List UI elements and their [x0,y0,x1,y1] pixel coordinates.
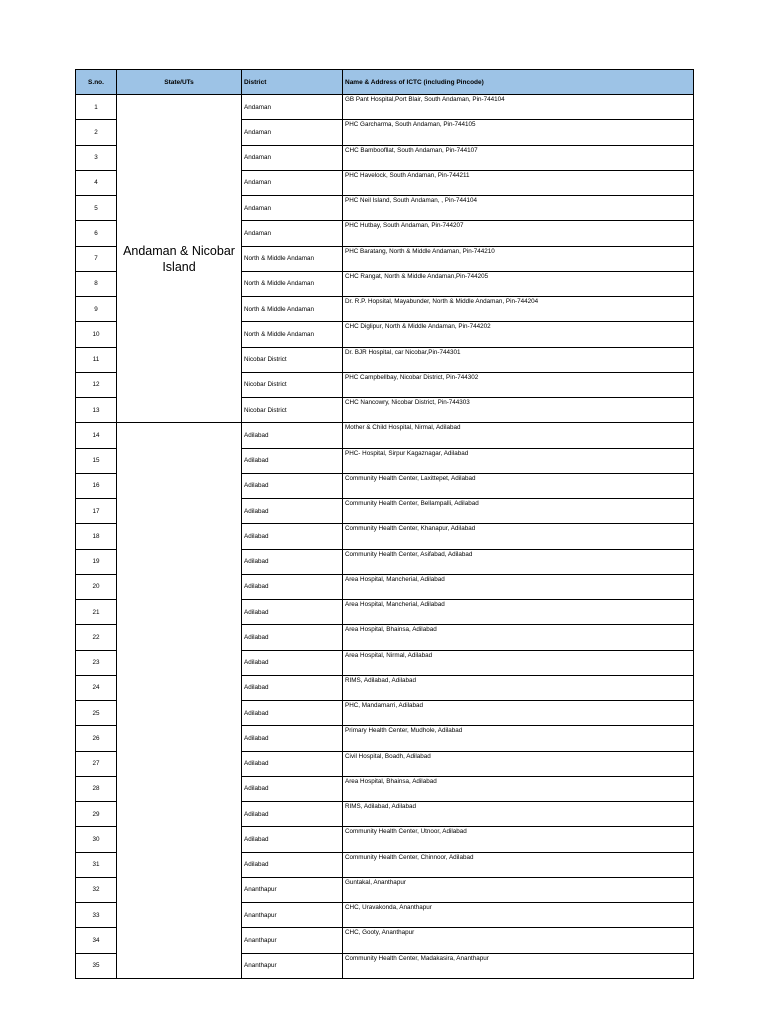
row-district: Adilabad [242,549,343,574]
row-address: Community Health Center, Madakasira, Ananthapur [343,953,694,978]
row-district: Adilabad [242,802,343,827]
row-address: Area Hospital, Bhainsa, Adilabad [343,776,694,801]
row-address: PHC Neil Island, South Andaman, , Pin-744104 [343,196,694,221]
row-district: Adilabad [242,600,343,625]
header-address: Name & Address of ICTC (including Pincode) [343,70,694,95]
row-sno: 28 [76,776,117,801]
row-sno: 5 [76,196,117,221]
row-sno: 31 [76,852,117,877]
row-sno: 16 [76,473,117,498]
row-sno: 12 [76,372,117,397]
state-cell: Andaman & Nicobar Island [117,95,242,423]
row-address: PHC Garcharma, South Andaman, Pin-744105 [343,120,694,145]
row-district: North & Middle Andaman [242,246,343,271]
row-district: Andaman [242,120,343,145]
row-sno: 23 [76,650,117,675]
row-district: Nicobar District [242,398,343,423]
row-address: Community Health Center, Khanapur, Adilabad [343,524,694,549]
row-address: PHC, Mandamarri, Adilabad [343,701,694,726]
row-address: PHC Baratang, North & Middle Andaman, Pin-744210 [343,246,694,271]
row-sno: 34 [76,928,117,953]
row-sno: 20 [76,574,117,599]
row-district: Andaman [242,95,343,120]
row-district: Adilabad [242,499,343,524]
row-address: Area Hospital, Mancherial, Adilabad [343,574,694,599]
table-row [76,423,694,448]
table-body [76,95,694,979]
row-district: Adilabad [242,574,343,599]
row-sno: 30 [76,827,117,852]
row-sno: 26 [76,726,117,751]
row-sno: 21 [76,600,117,625]
row-address: Community Health Center, Bellampalli, Adilabad [343,499,694,524]
row-district: Adilabad [242,524,343,549]
row-address: Mother & Child Hospital, Nirmal, Adilabad [343,423,694,448]
row-sno: 22 [76,625,117,650]
row-district: Ananthapur [242,953,343,978]
row-district: Ananthapur [242,903,343,928]
header-row [76,70,694,95]
row-sno: 14 [76,423,117,448]
row-sno: 35 [76,953,117,978]
table-row [76,95,694,120]
row-sno: 11 [76,347,117,372]
row-address: CHC Bamboofllat, South Andaman, Pin-744107 [343,145,694,170]
row-district: Andaman [242,196,343,221]
row-sno: 29 [76,802,117,827]
row-address: Area Hospital, Mancherial, Adilabad [343,600,694,625]
header-district: District [242,70,343,95]
row-district: Adilabad [242,827,343,852]
row-district: Andaman [242,221,343,246]
row-sno: 10 [76,322,117,347]
row-district: North & Middle Andaman [242,322,343,347]
row-address: PHC Hutbay, South Andaman, Pin-744207 [343,221,694,246]
row-sno: 17 [76,499,117,524]
row-address: CHC, Gooty, Ananthapur [343,928,694,953]
row-district: Nicobar District [242,347,343,372]
row-sno: 13 [76,398,117,423]
row-district: Adilabad [242,852,343,877]
row-address: GB Pant Hospital,Port Blair, South Andaman, Pin-744104 [343,95,694,120]
row-district: Nicobar District [242,372,343,397]
ictc-table [75,69,694,979]
state-cell [117,423,242,979]
row-sno: 9 [76,297,117,322]
row-sno: 32 [76,877,117,902]
row-address: CHC Diglipur, North & Middle Andaman, Pin-744202 [343,322,694,347]
row-district: Adilabad [242,625,343,650]
row-address: Guntakal, Ananthapur [343,877,694,902]
row-address: Community Health Center, Laxittepet, Adilabad [343,473,694,498]
row-address: Community Health Center, Asifabad, Adilabad [343,549,694,574]
row-address: Dr. BJR Hospital, car Nicobar,Pin-744301 [343,347,694,372]
row-district: Adilabad [242,726,343,751]
row-sno: 15 [76,448,117,473]
row-sno: 27 [76,751,117,776]
row-district: Ananthapur [242,877,343,902]
row-district: Adilabad [242,650,343,675]
row-address: CHC, Uravakonda, Ananthapur [343,903,694,928]
row-district: Adilabad [242,473,343,498]
row-sno: 8 [76,271,117,296]
row-district: Ananthapur [242,928,343,953]
row-address: PHC Havelock, South Andaman, Pin-744211 [343,170,694,195]
row-district: Adilabad [242,675,343,700]
row-sno: 19 [76,549,117,574]
row-address: Area Hospital, Nirmal, Adilabad [343,650,694,675]
row-sno: 25 [76,701,117,726]
row-address: PHC- Hospital, Sirpur Kagaznagar, Adilabad [343,448,694,473]
row-address: CHC Nancowry, Nicobar District, Pin-744303 [343,398,694,423]
row-sno: 24 [76,675,117,700]
row-district: North & Middle Andaman [242,297,343,322]
row-district: Adilabad [242,448,343,473]
row-district: Adilabad [242,423,343,448]
row-sno: 33 [76,903,117,928]
row-district: North & Middle Andaman [242,271,343,296]
row-sno: 4 [76,170,117,195]
row-address: RIMS, Adilabad, Adilabad [343,802,694,827]
row-sno: 6 [76,221,117,246]
row-district: Adilabad [242,751,343,776]
table-header [76,70,694,95]
row-address: Dr. R.P. Hopsital, Mayabunder, North & Middle Andaman, Pin-744204 [343,297,694,322]
header-state: State/UTs [117,70,242,95]
row-district: Andaman [242,170,343,195]
row-sno: 18 [76,524,117,549]
row-sno: 3 [76,145,117,170]
row-address: Civil Hospital, Boadh, Adilabad [343,751,694,776]
row-address: Community Health Center, Chinnoor, Adilabad [343,852,694,877]
row-address: Community Health Center, Utnoor, Adilabad [343,827,694,852]
row-sno: 2 [76,120,117,145]
header-sno: S.no. [76,70,117,95]
row-address: Primary Health Center, Mudhole, Adilabad [343,726,694,751]
row-district: Andaman [242,145,343,170]
row-address: CHC Rangat, North & Middle Andaman,Pin-744205 [343,271,694,296]
row-address: RIMS, Adilabad, Adilabad [343,675,694,700]
row-district: Adilabad [242,701,343,726]
row-address: Area Hospital, Bhainsa, Adilabad [343,625,694,650]
row-sno: 1 [76,95,117,120]
row-district: Adilabad [242,776,343,801]
row-address: PHC Campbellbay, Nicobar District, Pin-744302 [343,372,694,397]
row-sno: 7 [76,246,117,271]
